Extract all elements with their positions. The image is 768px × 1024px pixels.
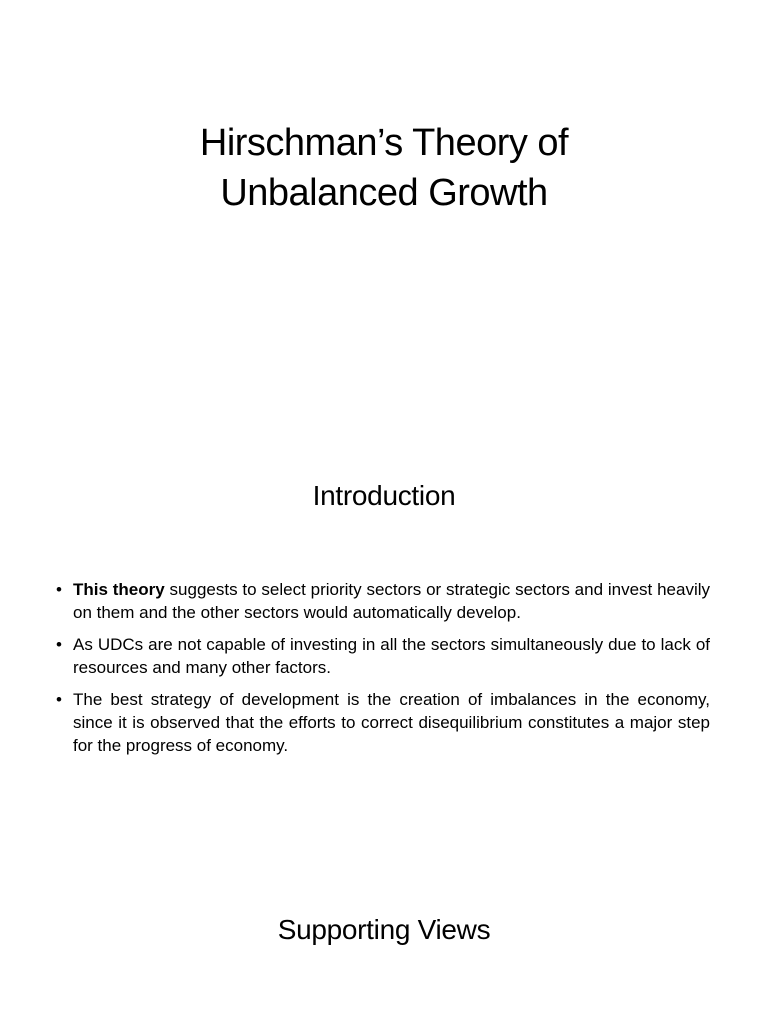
bullet-bold-lead: This theory [73, 580, 165, 599]
bullet-list [56, 578, 710, 766]
supporting-views-heading: Supporting Views [277, 914, 491, 945]
bullet-item-udcs [56, 633, 710, 679]
bullet-text: The best strategy of development is the creation of imbalances in the economy, since it is observed that the efforts to correct disequilibrium constitutes a major step for the progress of economy. [73, 690, 710, 755]
introduction-heading: Introduction [312, 480, 456, 511]
bullet-text: As UDCs are not capable of investing in all the sectors simultaneously due to lack of resources and many other factors. [73, 635, 710, 677]
bullet-marker: • [56, 690, 62, 709]
introduction-slide [0, 440, 768, 860]
bullet-text: suggests to select priority sectors or strategic sectors and invest heavily on them and the other sectors would automatically develop. [73, 580, 711, 622]
bullet-marker: • [56, 635, 62, 654]
slide-title-line-1: Hirschman’s Theory of [199, 122, 569, 164]
supporting-views-slide [0, 880, 768, 1024]
bullet-item-theory [56, 578, 710, 624]
bullet-marker: • [56, 580, 62, 599]
slide-title [0, 118, 768, 218]
title-slide [0, 0, 768, 340]
slide-title-line-2: Unbalanced Growth [220, 172, 548, 214]
bullet-item-strategy [56, 688, 710, 757]
